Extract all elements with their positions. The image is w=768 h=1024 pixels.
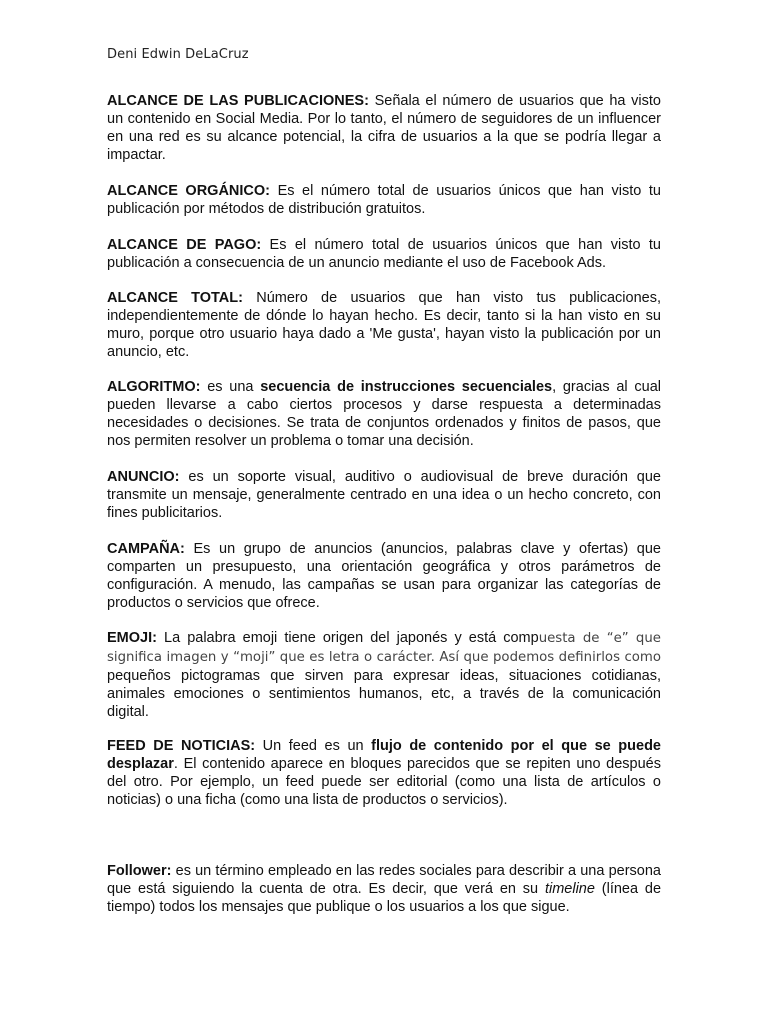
glossary-definition-italic: timeline (544, 881, 595, 897)
glossary-term: ALCANCE TOTAL: (107, 290, 243, 306)
glossary-term: EMOJI: (107, 630, 157, 646)
glossary-definition: es un soporte visual, auditivo o audiovisual de breve duración que transmite un mensaje, generalmente centrado en una idea o un hecho concreto, con fines publicitarios. (107, 469, 661, 521)
glossary-definition: Número de usuarios que han visto tus publicaciones, independientemente de dónde lo hayan hecho. Es decir, tanto si la han visto en su muro, porque otro usuario haya dado a 'Me gusta', hayan visto la publicación por un anuncio, etc. (107, 290, 661, 360)
glossary-definition-emphasis: flujo de contenido por el que se puede desplazar (107, 738, 661, 772)
glossary-entry-anuncio (107, 468, 661, 522)
glossary-definition: . El contenido aparece en bloques parecidos que se repiten uno después del otro. Por ejemplo, un feed puede ser editorial (como una lista de artículos o noticias) o una ficha (como una lista de productos o servicios). (107, 756, 661, 808)
glossary-entry-alcance-total (107, 289, 661, 361)
glossary-definition-alt-font: uesta de “e” que significa imagen y “moji” que es letra o carácter. Así que podemos definirlos como (107, 631, 661, 665)
glossary-definition: es una (200, 379, 261, 395)
glossary-term: FEED DE NOTICIAS: (107, 738, 256, 754)
glossary-definition: es un término empleado en las redes sociales para describir a una persona que está siguiendo la cuenta de otra. Es decir, que verá en su (107, 863, 661, 897)
author-name: Deni Edwin DeLaCruz (107, 47, 249, 62)
glossary-definition-emphasis: secuencia de instrucciones secuenciales (260, 379, 553, 395)
glossary-term: ANUNCIO: (107, 469, 180, 485)
glossary-entry-alcance-pago (107, 236, 661, 272)
glossary-entry-feed-noticias (107, 737, 661, 809)
glossary-term: ALGORITMO: (107, 379, 201, 395)
glossary-term: Follower: (107, 863, 172, 879)
glossary-definition: ( (594, 881, 607, 897)
glossary-term: CAMPAÑA: (107, 541, 185, 557)
glossary-definition: Es el número total de usuarios únicos que han visto tu publicación a consecuencia de un anuncio mediante el uso de Facebook Ads. (107, 237, 661, 271)
glossary-definition: La palabra emoji tiene origen del japonés y está comp (156, 630, 539, 646)
glossary-term: ALCANCE ORGÁNICO: (107, 183, 271, 199)
glossary-definition: pequeños pictogramas que sirven para expresar ideas, situaciones cotidianas, animales emociones o sentimientos humanos, etc, a través de la comunicación digital. (107, 668, 661, 720)
glossary-definition: Señala el número de usuarios que ha visto un contenido en Social Media. Por lo tanto, el número de seguidores de un influencer en una red es su alcance potencial, la cifra de usuarios a la que se podría llegar a impactar. (107, 93, 661, 163)
glossary-definition: línea de tiempo) todos los mensajes que publique o los usuarios a los que sigue. (107, 881, 662, 915)
glossary-entry-algoritmo (107, 378, 661, 450)
glossary-definition: Es el número total de usuarios únicos que han visto tu publicación por métodos de distribución gratuitos. (107, 183, 661, 217)
glossary-definition: Es un grupo de anuncios (anuncios, palabras clave y ofertas) que comparten un presupuesto, una orientación geográfica y otros parámetros de configuración. A menudo, las campañas se usan para organizar las categorías de productos o servicios que ofrece. (107, 541, 661, 611)
glossary-entry-campana (107, 540, 661, 612)
glossary-term: ALCANCE DE PAGO: (107, 237, 262, 253)
glossary-definition: , gracias al cual pueden llevarse a cabo ciertos procesos y darse respuesta a determinadas necesidades o decisiones. Se trata de conjuntos ordenados y finitos de pasos, que nos permiten resolver un problema o tomar una decisión. (107, 379, 661, 449)
glossary-entry-alcance-publicaciones (107, 92, 661, 164)
glossary-entry-alcance-organico (107, 182, 661, 218)
glossary-definition: Un feed es un (255, 738, 372, 754)
glossary-term: ALCANCE DE LAS PUBLICACIONES: (107, 93, 369, 109)
glossary-entry-emoji (107, 629, 661, 721)
glossary-entry-follower (107, 862, 661, 916)
